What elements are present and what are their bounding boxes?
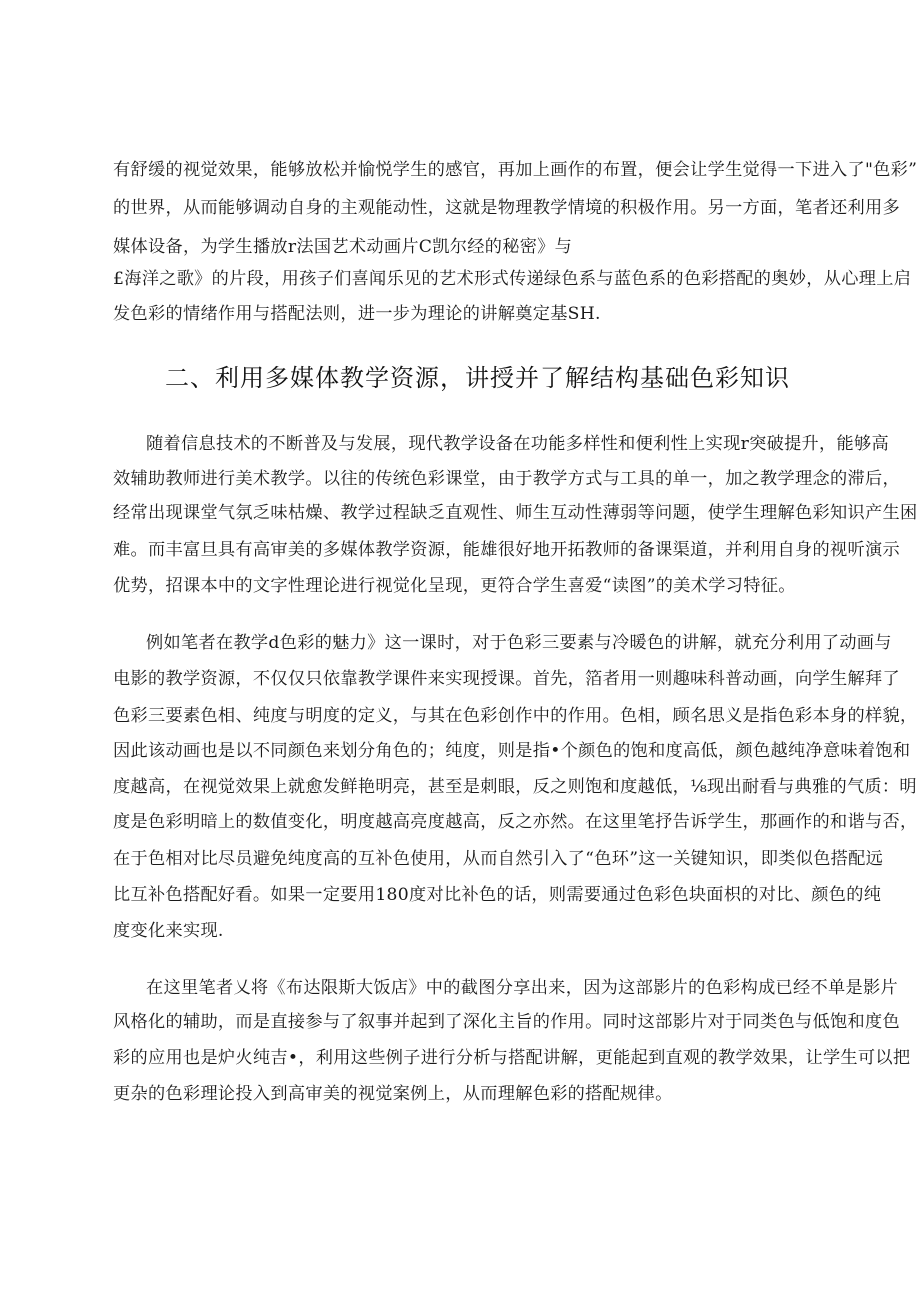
text-line: £海洋之歌》的片段，用孩子们喜闻乐见的艺术形式传递绿色系与蓝色系的色彩搭配的奥妙，从心理上启 (113, 269, 912, 289)
text-line: 色彩三要素色相、纯度与明度的定义，与其在色彩创作中的作用。色相，顾名思义是指色彩本身的样貌， (113, 706, 918, 726)
text-line: 在这里笔者乂将《布达限斯大饭店》中的截图分享出来，因为这部影片的色彩构成已经不单是影片 (146, 978, 898, 998)
text-line: 更杂的色彩理论投入到高审美的视觉案例上，从而理解色彩的搭配规律。 (113, 1084, 673, 1104)
text-line: 在于色相对比尽员避免纯度高的互补色使用，从而自然引入了“色环”这一关键知识，即类似色搭配远 (113, 849, 884, 869)
text-line: 经常出现课堂气氛乏味枯燥、教学过程缺乏直观性、师生互动性薄弱等问题，使学生理解色彩知识产生困 (113, 503, 918, 523)
text-line: 度是色彩明暗上的数值变化，明度越高亮度越高，反之亦然。在这里笔抒告诉学生，那画作的和谐与否， (113, 812, 918, 832)
text-line: 电影的教学资源，不仅仅只依靠教学课件来实现授课。首先，箔者用一则趣味科普动画，向学生解拜了 (113, 669, 900, 689)
text-line: 优势，招课本中的文字性理论进行视觉化呈现，更符合学生喜爱“读图”的美术学习特征。 (113, 576, 796, 596)
text-line: 比互补色搭配好看。如果一定要用180度对比补色的话，则需要通过色彩色块面枳的对比、颜色的纯 (113, 885, 882, 905)
text-line: 效辅助教师进行美术教学。以往的传统色彩课堂，由于教学方式与工具的单一，加之教学理念的滞后， (113, 469, 900, 489)
text-line: 难。而丰富旦具有高审美的多媒体教学资源，能雄很好地开拓教师的备课渠道，并利用自身的视听演示 (113, 540, 900, 560)
text-line: 发色彩的情绪作用与搭配法则，进一步为理论的讲解奠定基SH. (113, 304, 601, 324)
text-line: 度变化来实现. (113, 921, 224, 941)
text-line: 随着信息技术的不断普及与发展，现代教学设备在功能多样性和便利性上实现r突破提升，能够高 (146, 434, 889, 454)
text-line: 度越高，在视觉效果上就愈发鲜艳明亮，甚至是刺眼，反之则饱和度越低，⅛现出耐看与典雅的气质：明 (113, 777, 917, 797)
text-line: 有舒缓的视觉效果，能够放松并愉悦学生的感官，再加上画作的布置，便会让学生觉得一下进入了"色彩” (113, 160, 918, 180)
text-line: 彩的应用也是炉火纯吉•，利用这些例子进行分析与搭配讲解，更能起到直观的教学效果，让学生可以把 (113, 1048, 911, 1068)
text-line: 媒体设备，为学生播放r法国艺术动画片C凯尔经的秘密》与 (113, 237, 573, 257)
text-line: 的世界，从而能够调动自身的主观能动性，这就是物理教学情境的积极作用。另一方面，笔者还利用多 (113, 198, 900, 218)
text-line: 例如笔者在教学d色彩的魅力》这一课时，对于色彩三要素与冷暖色的讲解，就充分利用了动画与 (146, 633, 892, 653)
text-line: 风格化的辅助，而是直接参与了叙事并起到了深化主旨的作用。同时这部影片对于同类色与低饱和度色 (113, 1012, 900, 1032)
section-heading: 二、利用多媒体教学资源，讲授并了解结构基础色彩知识 (165, 364, 790, 392)
text-line: 因此该动画也是以不同颜色来划分角色的；纯度，则是指•个颜色的饱和度高低，颜色越纯净意味着饱和 (113, 741, 911, 761)
